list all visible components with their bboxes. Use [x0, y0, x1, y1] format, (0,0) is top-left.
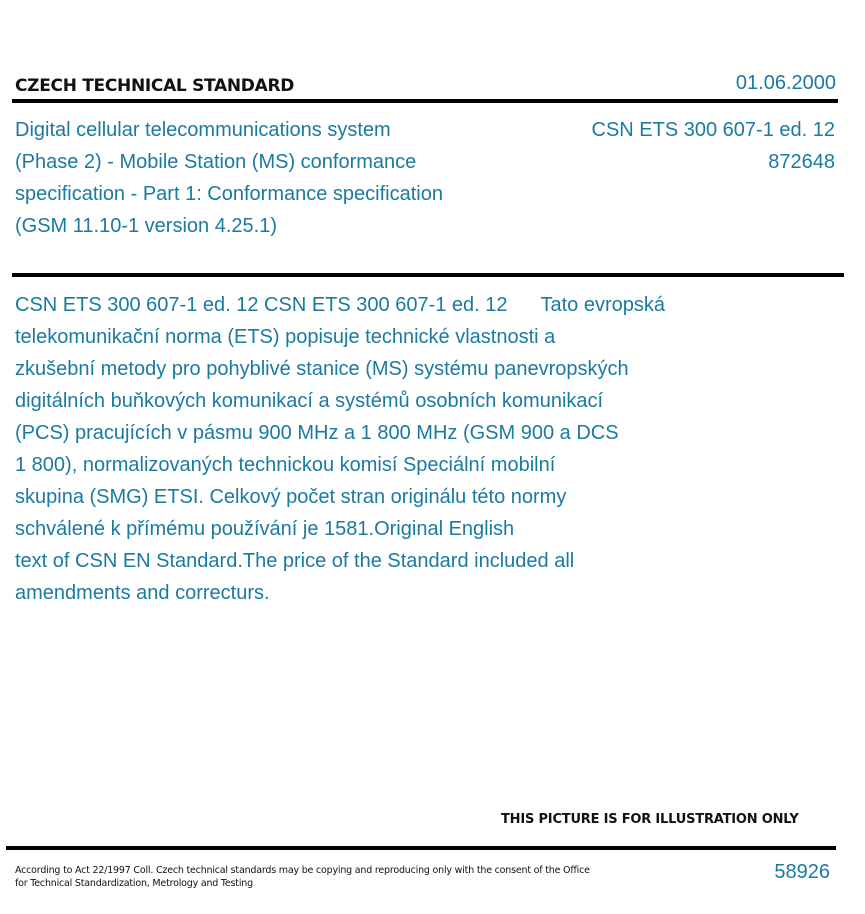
description-line: zkušební metody pro pohyblivé stanice (MS) systému panevropských	[15, 358, 629, 380]
title-line: Digital cellular telecommunications system	[15, 119, 391, 141]
title-line: (GSM 11.10-1 version 4.25.1)	[15, 215, 277, 237]
document-type-label: CZECH TECHNICAL STANDARD	[15, 76, 295, 96]
description-line: CSN ETS 300 607-1 ed. 12 CSN ETS 300 607-1 ed. 12 Tato evropská	[15, 294, 665, 316]
legal-line: for Technical Standardization, Metrology and Testing	[15, 878, 253, 889]
description-line: amendments and correcturs.	[15, 582, 270, 604]
catalog-number: 872648	[768, 151, 835, 173]
standard-title	[15, 114, 535, 242]
standard-identifier	[592, 114, 835, 178]
description-line: text of CSN EN Standard.The price of the Standard included all	[15, 550, 575, 572]
document-number: 58926	[774, 861, 830, 883]
footer-divider	[6, 846, 836, 850]
description-line: (PCS) pracujících v pásmu 900 MHz a 1 800 MHz (GSM 900 a DCS	[15, 422, 619, 444]
legal-line: According to Act 22/1997 Coll. Czech technical standards may be copying and reproducing only with the consent of the Office	[15, 865, 590, 876]
description-line: schválené k přímému používání je 1581.Original English	[15, 518, 515, 540]
legal-notice	[15, 864, 615, 890]
standard-code: CSN ETS 300 607-1 ed. 12	[591, 119, 835, 141]
publication-date: 01.06.2000	[735, 72, 836, 94]
description-line: digitálních buňkových komunikací a systémů osobních komunikací	[15, 390, 604, 412]
description-line: skupina (SMG) ETSI. Celkový počet stran originálu této normy	[15, 486, 567, 508]
illustration-disclaimer: THIS PICTURE IS FOR ILLUSTRATION ONLY	[501, 812, 799, 827]
header-divider	[12, 99, 838, 103]
description-line: telekomunikační norma (ETS) popisuje technické vlastnosti a	[15, 326, 556, 348]
title-line: (Phase 2) - Mobile Station (MS) conformance	[15, 151, 417, 173]
section-divider	[12, 273, 844, 277]
title-line: specification - Part 1: Conformance specification	[15, 183, 443, 205]
standard-description	[15, 289, 735, 609]
description-line: 1 800), normalizovaných technickou komisí Speciální mobilní	[15, 454, 556, 476]
